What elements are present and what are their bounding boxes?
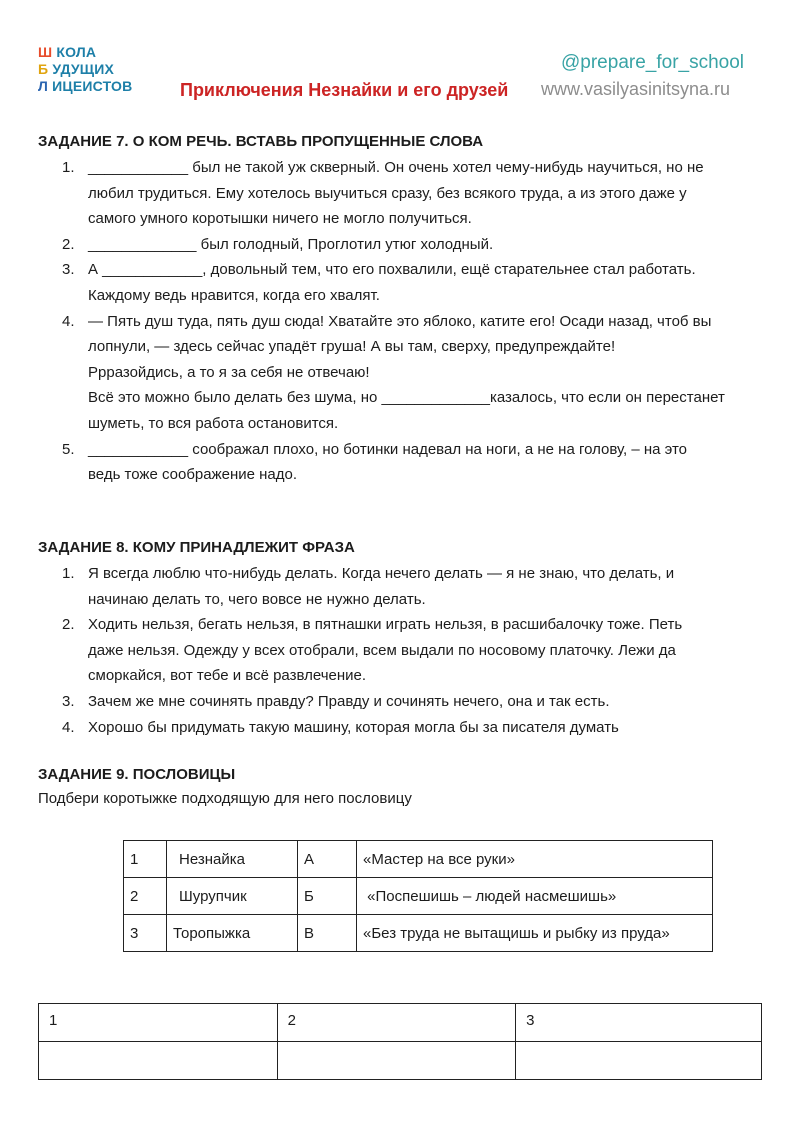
social-handle: @prepare_for_school — [561, 52, 745, 73]
item-line: Хорошо бы придумать такую машину, которая могла бы за писателя думать — [88, 718, 619, 736]
row-number: 2 — [124, 878, 167, 915]
item-line: Всё это можно было делать без шума, но _____________казалось, что если он перестанет — [88, 389, 725, 407]
list-item — [62, 232, 772, 258]
item-line: начинаю делать то, чего вовсе не нужно делать. — [88, 590, 426, 608]
school-logo — [38, 44, 132, 95]
answer-cell[interactable] — [516, 1042, 762, 1080]
website-url: www.vasilyasinitsyna.ru — [541, 79, 731, 99]
list-item — [62, 437, 772, 488]
character-name: Шурупчик — [167, 878, 298, 915]
task7-heading: ЗАДАНИЕ 7. О КОМ РЕЧЬ. ВСТАВЬ ПРОПУЩЕННЫЕ СЛОВА — [38, 133, 484, 150]
answer-header: 3 — [516, 1004, 762, 1042]
proverb-match-table — [123, 840, 713, 952]
task8-heading: ЗАДАНИЕ 8. КОМУ ПРИНАДЛЕЖИТ ФРАЗА — [38, 539, 355, 556]
logo-text: КОЛА — [56, 44, 97, 60]
list-item — [62, 257, 772, 308]
table-row — [124, 841, 713, 878]
item-line: Каждому ведь нравится, когда его хвалят. — [88, 286, 380, 304]
answer-header-row — [39, 1004, 762, 1042]
task7-list — [62, 155, 772, 488]
proverb-text: «Без труда не вытащишь и рыбку из пруда» — [357, 915, 713, 952]
answer-header: 2 — [277, 1004, 516, 1042]
item-line: лопнули, — здесь сейчас упадёт груша! А вы там, сверху, предупреждайте! — [88, 338, 616, 356]
proverb-letter: В — [298, 915, 357, 952]
item-line: даже нельзя. Одежду у всех отобрали, всем выдали по носовому платочку. Лежи да — [88, 641, 676, 659]
item-line: ____________ соображал плохо, но ботинки надевал на ноги, а не на голову, – на это — [88, 440, 688, 458]
item-number: 4. — [62, 312, 75, 330]
proverb-letter: А — [298, 841, 357, 878]
item-line: А ____________, довольный тем, что его похвалили, ещё старательнее стал работать. — [88, 261, 696, 279]
row-number: 1 — [124, 841, 167, 878]
item-number: 5. — [62, 440, 75, 458]
item-line: _____________ был голодный, Проглотил утюг холодный. — [88, 235, 494, 253]
logo-letter: Ш — [38, 44, 53, 60]
item-number: 4. — [62, 718, 75, 736]
answer-input-row — [39, 1042, 762, 1080]
list-item — [62, 561, 772, 612]
task8-list — [62, 561, 772, 740]
item-line: Зачем же мне сочинять правду? Правду и сочинять нечего, она и так есть. — [88, 692, 610, 710]
item-line: — Пять душ туда, пять душ сюда! Хватайте это яблоко, катите его! Осади назад, чтоб вы — [88, 312, 712, 330]
answer-table — [38, 1003, 762, 1080]
list-item — [62, 612, 772, 689]
proverb-letter: Б — [298, 878, 357, 915]
item-line: шуметь, то вся работа остановится. — [88, 414, 339, 432]
item-line: ____________ был не такой уж скверный. Он очень хотел чему-нибудь научиться, но не — [88, 159, 704, 176]
proverb-text: «Мастер на все руки» — [357, 841, 713, 878]
character-name: Незнайка — [167, 841, 298, 878]
item-line: Я всегда люблю что-нибудь делать. Когда нечего делать — я не знаю, что делать, и — [88, 565, 675, 582]
list-item — [62, 309, 772, 437]
list-item — [62, 155, 772, 232]
item-number: 1. — [62, 159, 75, 176]
answer-header: 1 — [39, 1004, 278, 1042]
table-row — [124, 878, 713, 915]
character-name: Торопыжка — [167, 915, 298, 952]
task9-instruction: Подбери коротыжке подходящую для него пословицу — [38, 790, 412, 807]
item-line: Ходить нельзя, бегать нельзя, в пятнашки играть нельзя, в расшибалочку тоже. Петь — [88, 616, 683, 634]
row-number: 3 — [124, 915, 167, 952]
answer-cell[interactable] — [277, 1042, 516, 1080]
table-row — [124, 915, 713, 952]
document-title: Приключения Незнайки и его друзей — [180, 80, 509, 100]
item-number: 3. — [62, 261, 75, 279]
logo-text: УДУЩИХ — [52, 61, 115, 77]
answer-cell[interactable] — [39, 1042, 278, 1080]
item-number: 2. — [62, 235, 75, 253]
item-number: 1. — [62, 565, 75, 582]
item-line: любил трудиться. Ему хотелось выучиться сразу, без всякого труда, а из этого даже у — [88, 184, 687, 202]
item-line: сморкайся, вот тебе и всё развлечение. — [88, 667, 367, 685]
task9-heading: ЗАДАНИЕ 9. ПОСЛОВИЦЫ — [38, 766, 236, 783]
item-line: ведь тоже соображение надо. — [88, 466, 298, 484]
item-line: самого умного коротышки ничего не могло получиться. — [88, 210, 472, 228]
logo-letter: Л — [38, 78, 49, 94]
item-number: 3. — [62, 692, 75, 710]
item-line: Ррразойдись, а то я за себя не отвечаю! — [88, 363, 370, 381]
proverb-text: «Поспешишь – людей насмешишь» — [357, 878, 713, 915]
logo-letter: Б — [38, 61, 49, 77]
list-item — [62, 689, 772, 715]
logo-text: ИЦЕИСТОВ — [52, 78, 133, 94]
list-item — [62, 715, 772, 741]
item-number: 2. — [62, 616, 75, 634]
